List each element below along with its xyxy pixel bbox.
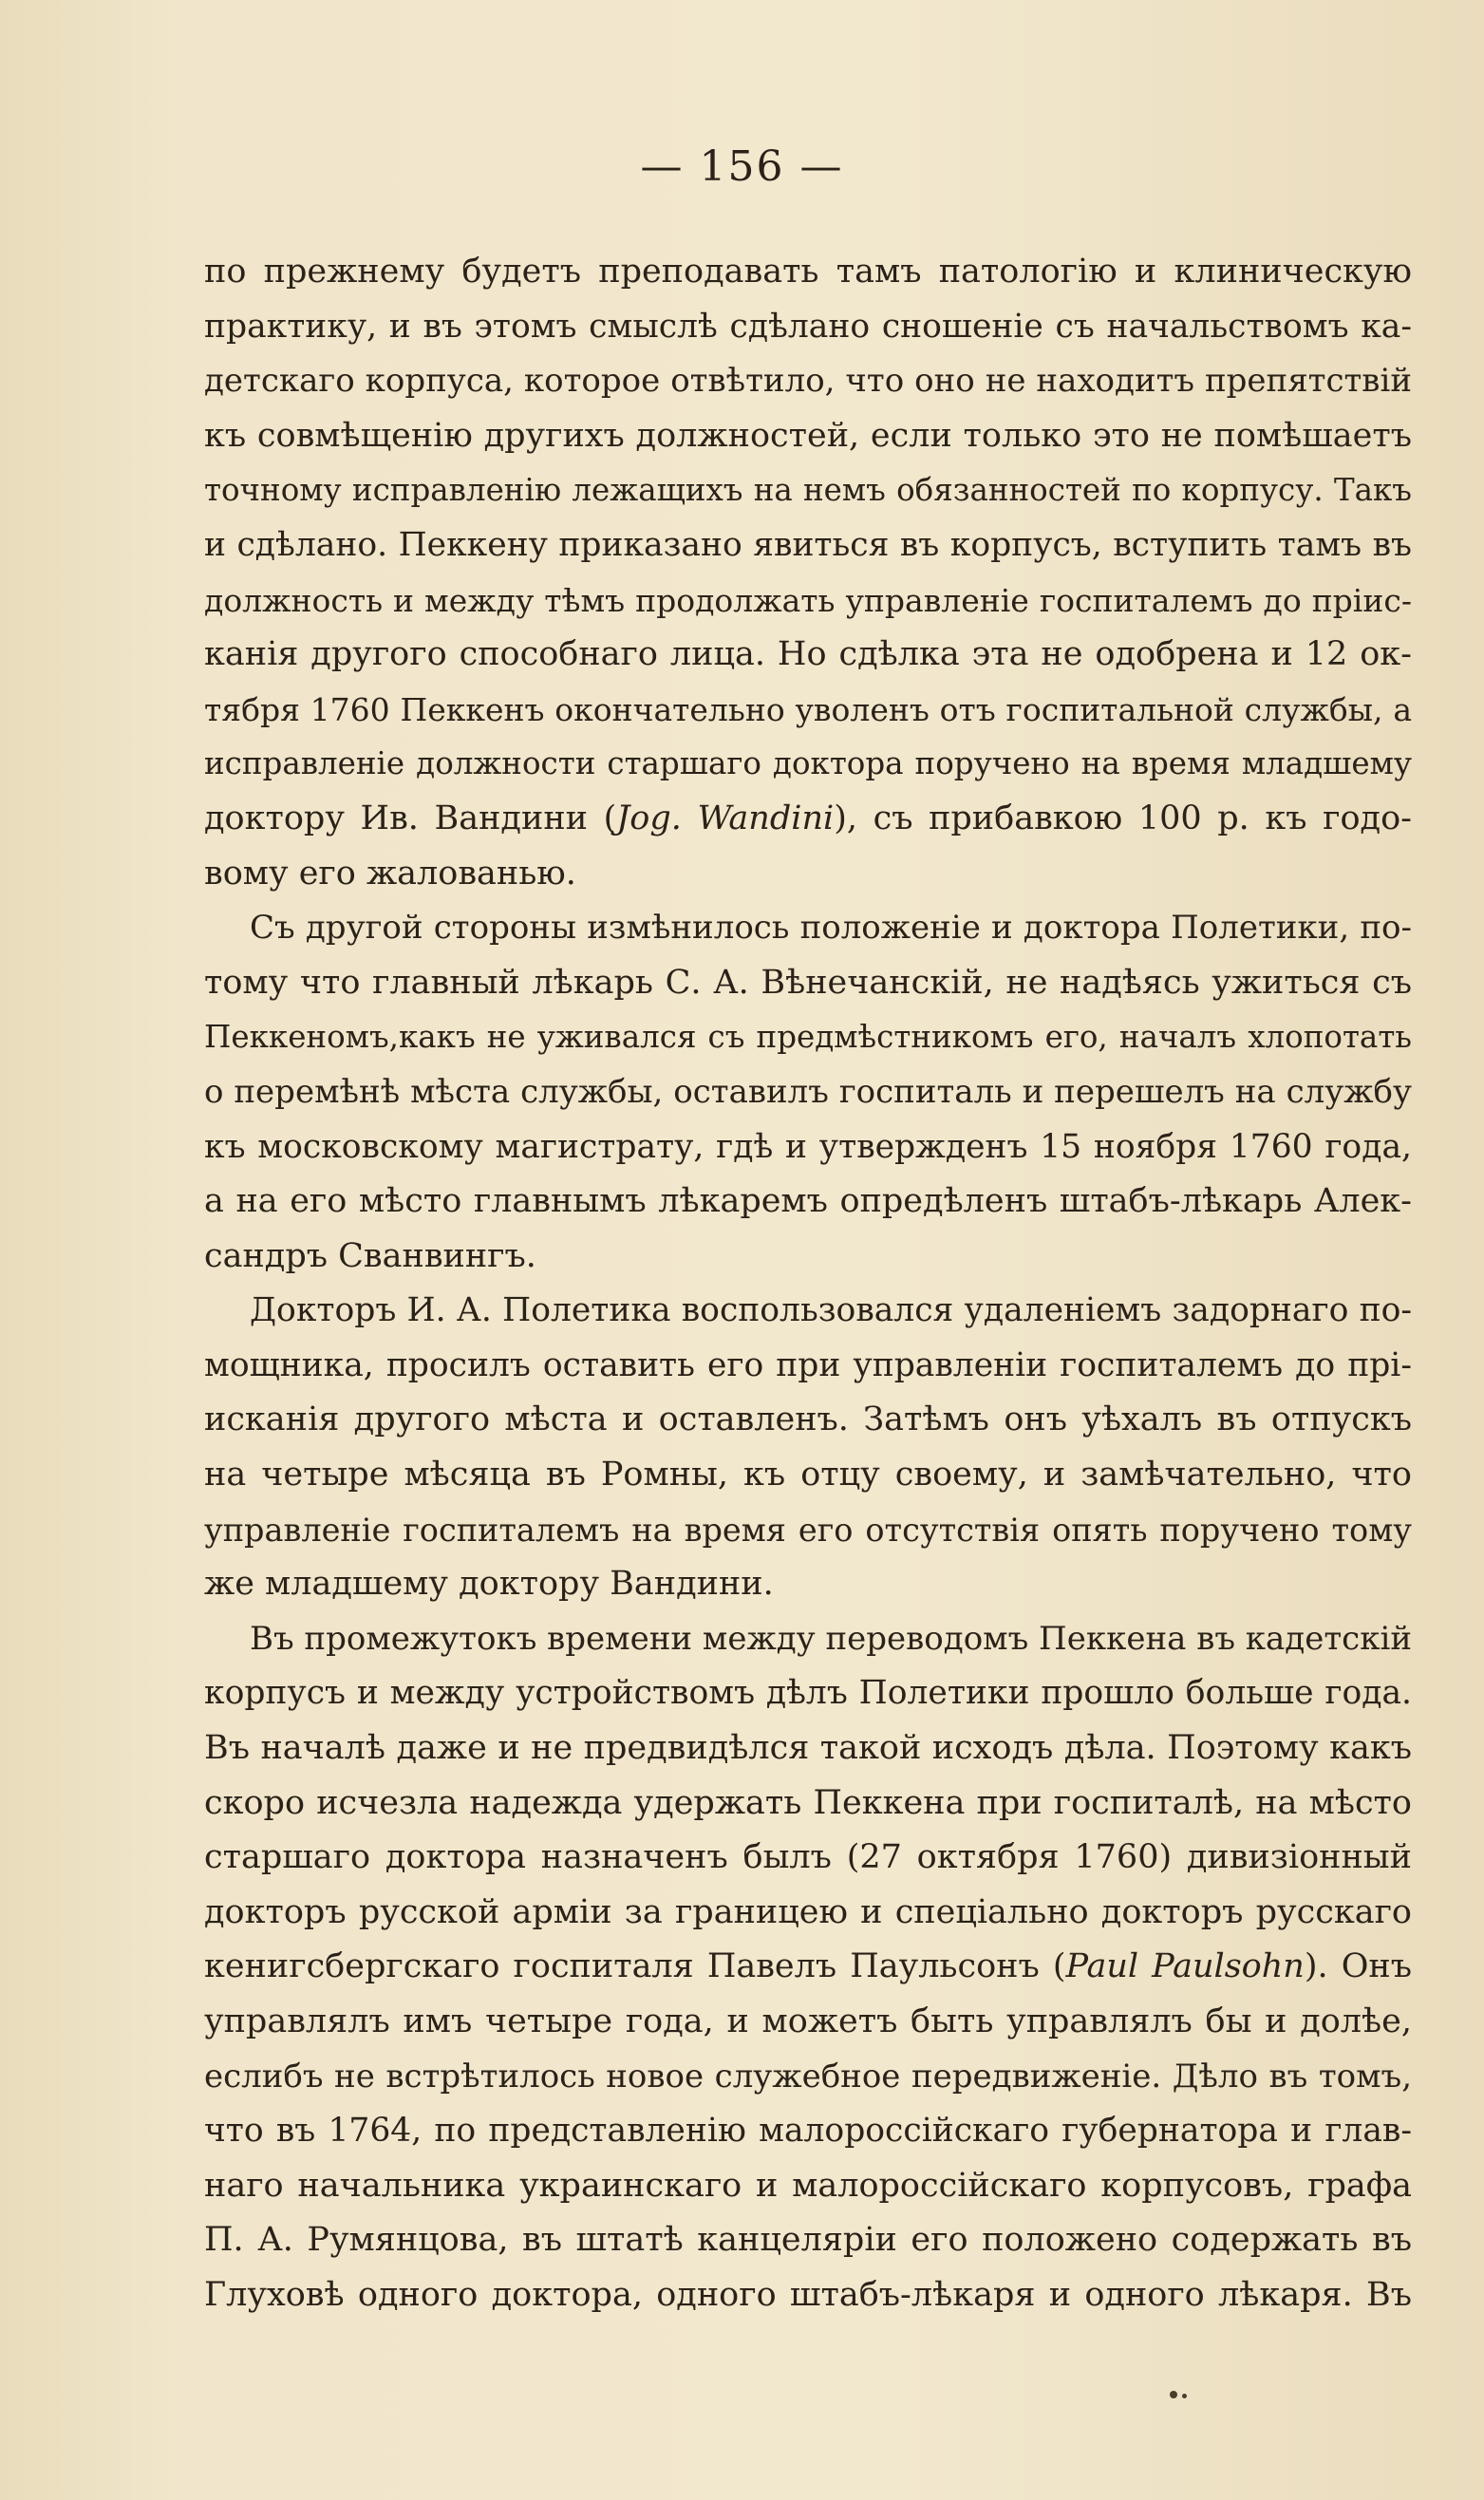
text-line: старшаго доктора назначенъ былъ (27 октября 1760) дивизіонный xyxy=(204,1838,1412,1877)
text-segment: ). Онъ xyxy=(1304,1947,1412,1986)
text-line: сандръ Сванвингъ. xyxy=(204,1236,536,1275)
text-line: тября 1760 Пеккенъ окончательно уволенъ отъ госпитальной службы, а xyxy=(204,690,1412,728)
text-line: еслибъ не встрѣтилось новое служебное передвиженіе. Дѣло въ томъ, xyxy=(204,2057,1412,2096)
text-line: тому что главный лѣкарь С. А. Вѣнечанскій, не надѣясь ужиться съ xyxy=(204,963,1412,1002)
text-line: къ совмѣщенію другихъ должностей, если только это не помѣшаетъ xyxy=(204,416,1412,455)
text-line: П. А. Румянцова, въ штатѣ канцеляріи его положено содержать въ xyxy=(204,2221,1412,2260)
text-line: Глуховѣ одного доктора, одного штабъ-лѣкаря и одного лѣкаря. Въ xyxy=(204,2275,1412,2314)
text-line: практику, и въ этомъ смыслѣ сдѣлано сношеніе съ начальствомъ ка- xyxy=(204,307,1412,346)
page-number: — 156 — xyxy=(640,142,844,191)
latin-name: Jog. Wandini xyxy=(616,799,835,837)
text-line: исправленіе должности старшаго доктора поручено на время младшему xyxy=(204,745,1412,782)
text-line: же младшему доктору Вандини. xyxy=(204,1565,774,1604)
text-line: что въ 1764, по представленію малороссійскаго губернатора и глав- xyxy=(204,2112,1412,2151)
text-line: къ московскому магистрату, гдѣ и утвержденъ 15 ноября 1760 года, xyxy=(204,1127,1412,1166)
text-line: по прежнему будетъ преподавать тамъ патологію и клиническую xyxy=(204,253,1412,291)
text-line: о перемѣнѣ мѣста службы, оставилъ госпиталь и перешелъ на службу xyxy=(204,1072,1412,1111)
text-line: Пеккеномъ,какъ не уживался съ предмѣстникомъ его, началъ хлопотать xyxy=(204,1019,1412,1056)
text-line: мощника, просилъ оставить его при управленіи госпиталемъ до прі- xyxy=(204,1345,1412,1384)
text-line: канія другого способнаго лица. Но сдѣлка эта не одобрена и 12 ок- xyxy=(204,635,1412,674)
text-line: исканія другого мѣста и оставленъ. Затѣмъ онъ уѣхалъ въ отпускъ xyxy=(204,1400,1412,1439)
text-line: скоро исчезла надежда удержать Пеккена при госпиталѣ, на мѣсто xyxy=(204,1783,1412,1822)
text-line: Докторъ И. А. Полетика воспользовался удаленіемъ задорнаго по- xyxy=(250,1291,1412,1330)
text-segment: доктору Ив. Вандини ( xyxy=(204,799,617,837)
text-segment: кенигсбергскаго госпиталя Павелъ Паульсонъ ( xyxy=(204,1947,1066,1986)
text-line: на четыре мѣсяца въ Ромны, къ отцу своему, и замѣчательно, что xyxy=(204,1456,1412,1494)
text-line: докторъ русской арміи за границею и спеціально докторъ русскаго xyxy=(204,1892,1412,1931)
text-line xyxy=(204,1940,1412,1995)
text-line xyxy=(204,792,1412,847)
body-text xyxy=(204,245,1412,2323)
text-line: управлялъ имъ четыре года, и можетъ быть управлялъ бы и долѣе, xyxy=(204,2002,1412,2040)
text-line: вому его жалованью. xyxy=(204,854,576,893)
text-line: а на его мѣсто главнымъ лѣкаремъ опредѣленъ штабъ-лѣкарь Алек- xyxy=(204,1182,1412,1221)
text-line: корпусъ и между устройствомъ дѣлъ Полетики прошло больше года. xyxy=(204,1674,1412,1713)
text-line: детскаго корпуса, которое отвѣтило, что оно не находитъ препятствій xyxy=(204,362,1412,401)
text-segment: ), съ прибавкою 100 р. къ годо- xyxy=(834,799,1413,837)
text-line: должность и между тѣмъ продолжать управленіе госпиталемъ до пріис- xyxy=(204,581,1412,619)
text-line: наго начальника украинскаго и малороссійскаго корпусовъ, графа xyxy=(204,2166,1412,2205)
ink-speck xyxy=(1170,2391,1177,2398)
text-line: Въ началѣ даже и не предвидѣлся такой исходъ дѣла. Поэтому какъ xyxy=(204,1729,1412,1768)
text-line: Въ промежутокъ времени между переводомъ Пеккена въ кадетскій xyxy=(250,1619,1412,1658)
text-line: и сдѣлано. Пеккену приказано явиться въ корпусъ, вступить тамъ въ xyxy=(204,525,1412,564)
text-line: управленіе госпиталемъ на время его отсутствія опять поручено тому xyxy=(204,1511,1412,1549)
text-line: точному исправленію лежащихъ на немъ обязанностей по корпусу. Такъ xyxy=(204,472,1412,509)
ink-speck xyxy=(1182,2394,1187,2398)
latin-name: Paul Paulsohn xyxy=(1065,1947,1305,1986)
text-line: Съ другой стороны измѣнилось положеніе и доктора Полетики, по- xyxy=(250,909,1412,948)
